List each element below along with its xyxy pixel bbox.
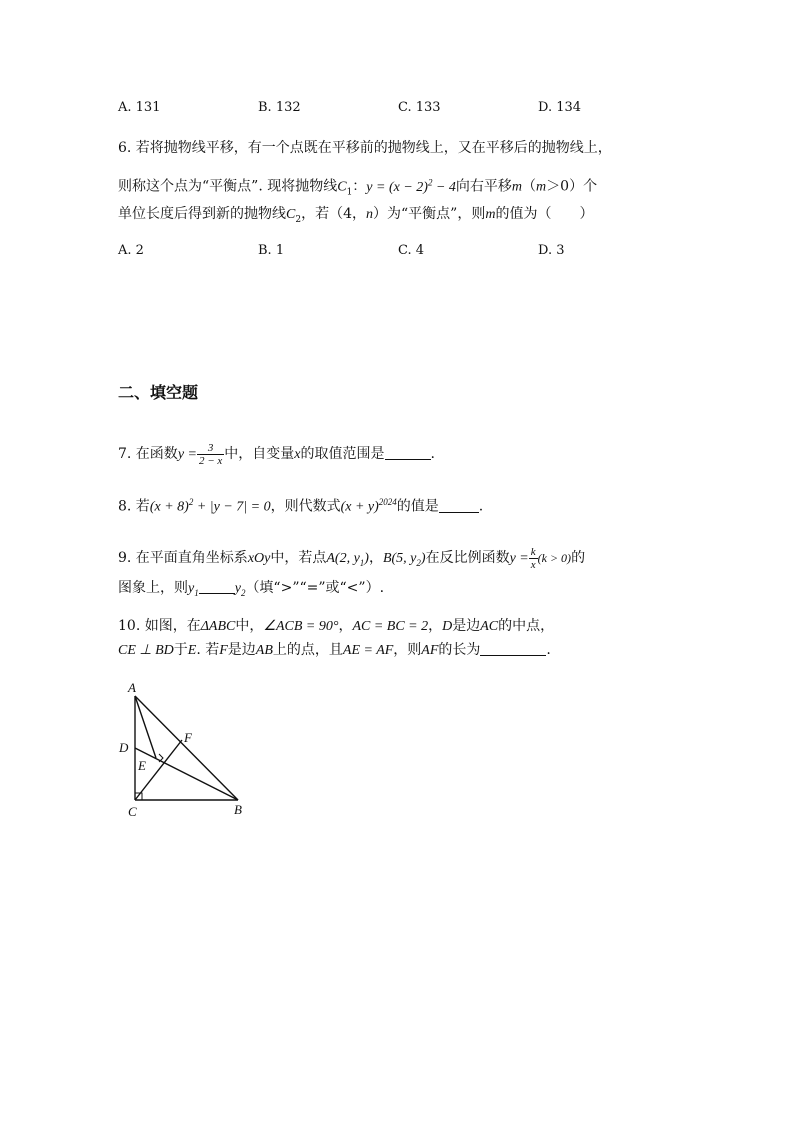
q6-option-b: B. 1	[258, 243, 285, 258]
q6-line-1: 6. 若将抛物线平移，有一个点既在平移前的抛物线上，又在平移后的抛物线上，	[118, 140, 612, 156]
q9-line-2: 图象上，则$y_1$ $y_2$（填“>”“=”或“<”）.	[118, 580, 385, 598]
q7-fraction: $\frac{3}{2 - x}$	[198, 441, 223, 467]
segment-bd	[135, 748, 238, 800]
q8-answer-blank[interactable]	[439, 498, 479, 513]
q6-equation: $y = (x - 2)^2 - 4$	[366, 177, 456, 195]
q10-line-2: CE ⊥ BD于E. 若F是边AB上的点，且AE = AF，则AF的长为 .	[118, 642, 551, 658]
q10-line-1: 10. 如图，在ΔABC中，∠ACB = 90°，AC = BC = 2，D是边AC的中点，	[118, 618, 555, 634]
label-c: C	[128, 804, 137, 819]
segment-ae	[135, 696, 156, 758]
q5-option-d: D. 134	[538, 100, 582, 115]
q5-option-c: C. 133	[398, 100, 441, 115]
q6-option-c: C. 4	[398, 243, 425, 258]
q9-answer-blank[interactable]	[199, 579, 235, 594]
segment-ab	[135, 696, 238, 800]
q9-fraction: $\frac{k}{x}$	[530, 545, 536, 571]
q6-line-3: 单位长度后得到新的抛物线$C_2$，若（4，n）为“平衡点”，则m的值为（ ）	[118, 206, 594, 225]
q5-option-a: A. 131	[118, 100, 161, 115]
label-f: F	[184, 730, 192, 745]
triangle-figure	[110, 678, 260, 823]
label-a: A	[128, 680, 136, 695]
q6-option-a: A. 2	[118, 243, 144, 258]
q9-line-1: 9. 在平面直角坐标系xOy中，若点A(2, $y_1$)，B(5, $y_2$)在反比例函数y = $\frac{k}{x}$ (k > 0)的	[118, 545, 586, 571]
q7-answer-blank[interactable]	[385, 445, 431, 460]
label-e: E	[138, 758, 146, 773]
section-heading: 二、填空题	[118, 383, 199, 402]
label-b: B	[234, 802, 242, 817]
q6-option-d: D. 3	[538, 243, 565, 258]
q6-line-2: 则称这个点为“平衡点”. 现将抛物线$C_1$：$y = (x - 2)^2 - 4$向右平移m（m＞0）个	[118, 177, 598, 198]
label-d: D	[119, 740, 129, 755]
q5-option-b: B. 132	[258, 100, 301, 115]
q8-line: 8. 若$(x + 8)^2 + |y - 7| = 0$，则代数式$(x + y)^{2024}$的值是 .	[118, 497, 484, 515]
q7-line: 7. 在函数y = $\frac{3}{2 - x}$ 中，自变量x的取值范围是 .	[118, 441, 435, 467]
q10-answer-blank[interactable]	[480, 641, 546, 656]
